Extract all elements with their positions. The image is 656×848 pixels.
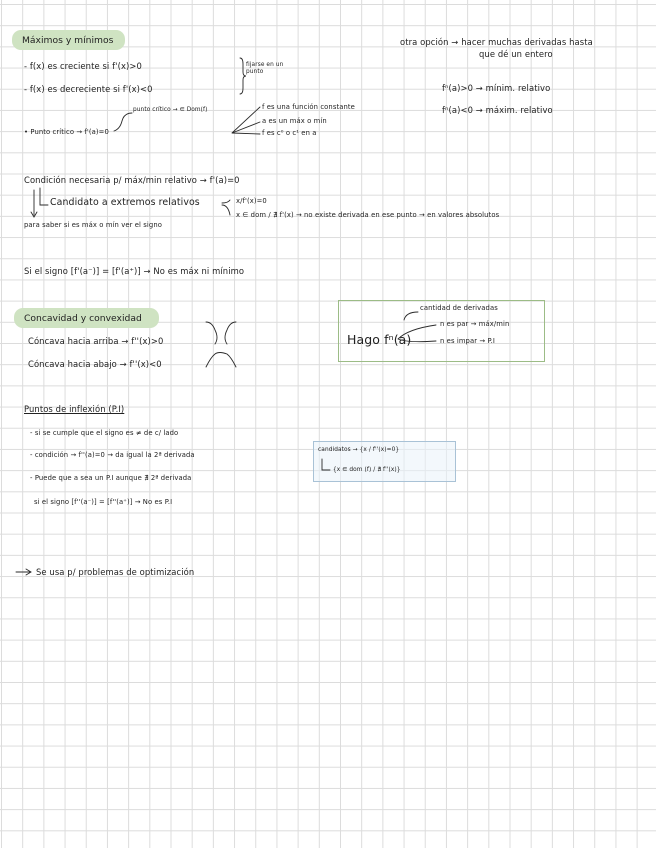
candidato-branches — [222, 200, 230, 215]
concava-abajo-line: Cóncava hacia abajo → f''(x)<0 — [28, 359, 162, 369]
punto-critico-line: • Punto crítico → f'(a)=0 — [24, 128, 109, 136]
optimizacion-arrow — [16, 569, 31, 575]
n-impar-line: n es impar → P.I — [440, 337, 495, 345]
decreciente-line: - f(x) es decreciente si f'(x)<0 — [24, 84, 153, 94]
branch-arrow-up — [114, 113, 132, 131]
heading-max-min: Máximos y mínimos — [22, 35, 114, 46]
candidato-line: Candidato a extremos relativos — [50, 197, 200, 208]
condicion-line: Condición necesaria p/ máx/min relativo → f'(a)=0 — [24, 175, 240, 185]
heading-concavidad: Concavidad y convexidad — [24, 313, 142, 324]
hago-label: Hago fⁿ(a) — [347, 332, 412, 347]
candidato-elbow — [40, 188, 48, 205]
candidatos-line-2: {x ∈ dom (f) / ∄ f''(x)} — [333, 467, 401, 473]
creciente-line: - f(x) es creciente si f'(x)>0 — [24, 61, 142, 71]
optimizacion-line: Se usa p/ problemas de optimización — [36, 567, 195, 577]
pi-line-2: - condición → f''(a)=0 → da igual la 2ª derivada — [30, 451, 195, 459]
concave-down-sketch — [206, 353, 236, 368]
hago-branches — [398, 325, 436, 342]
pi-line-3: - Puede que a sea un P.I aunque ∄ 2ª derivada — [30, 474, 192, 482]
pi-line-1: - si se cumple que el signo es ≠ de c/ lado — [30, 429, 179, 437]
concava-arriba-line: Cóncava hacia arriba → f''(x)>0 — [28, 336, 164, 346]
brace-line — [240, 58, 246, 94]
puntos-inflexion-heading: Puntos de inflexión (P.I) — [24, 404, 125, 414]
branch-max-min: a es un máx o mín — [262, 117, 327, 125]
candidatos-line-1: candidatos → {x / f''(x)=0} — [318, 447, 400, 453]
concave-up-sketch — [206, 322, 236, 344]
cantidad-derivadas: cantidad de derivadas — [420, 304, 498, 312]
cantidad-arrow — [404, 312, 418, 320]
candidato-branch-1: x/f'(x)=0 — [236, 197, 267, 205]
branch-c: f es c⁰ o c¹ en a — [262, 129, 317, 137]
candidato-branch-2: x ∈ dom / ∄ f'(x) → no existe derivada en ese punto → en valores absolutos — [236, 211, 500, 219]
fn-min-line: fⁿ(a)>0 → mínim. relativo — [442, 83, 551, 93]
otra-opcion-line2: que dé un entero — [479, 49, 553, 59]
para-saber-line: para saber si es máx o mín ver el signo — [24, 221, 162, 229]
si-signo-line: Si el signo [f'(a⁻)] = [f'(a⁺)] → No es máx ni mínimo — [24, 266, 245, 276]
pi-line-4: si el signo [f''(a⁻)] = [f''(a⁺)] → No es P.I — [34, 498, 173, 506]
down-arrow — [31, 190, 37, 217]
branch-constante: f es una función constante — [262, 103, 355, 111]
branch-lines — [232, 107, 260, 134]
punto-critico-domain: punto crítico → ∈ Dom(f) — [133, 107, 208, 113]
candidatos-elbow — [322, 459, 330, 470]
n-par-line: n es par → máx/min — [440, 320, 510, 328]
fn-max-line: fⁿ(a)<0 → máxim. relativo — [442, 105, 553, 115]
fijarse-note: fijarse en un punto — [246, 62, 284, 75]
otra-opcion-line1: otra opción → hacer muchas derivadas hasta — [400, 37, 593, 47]
